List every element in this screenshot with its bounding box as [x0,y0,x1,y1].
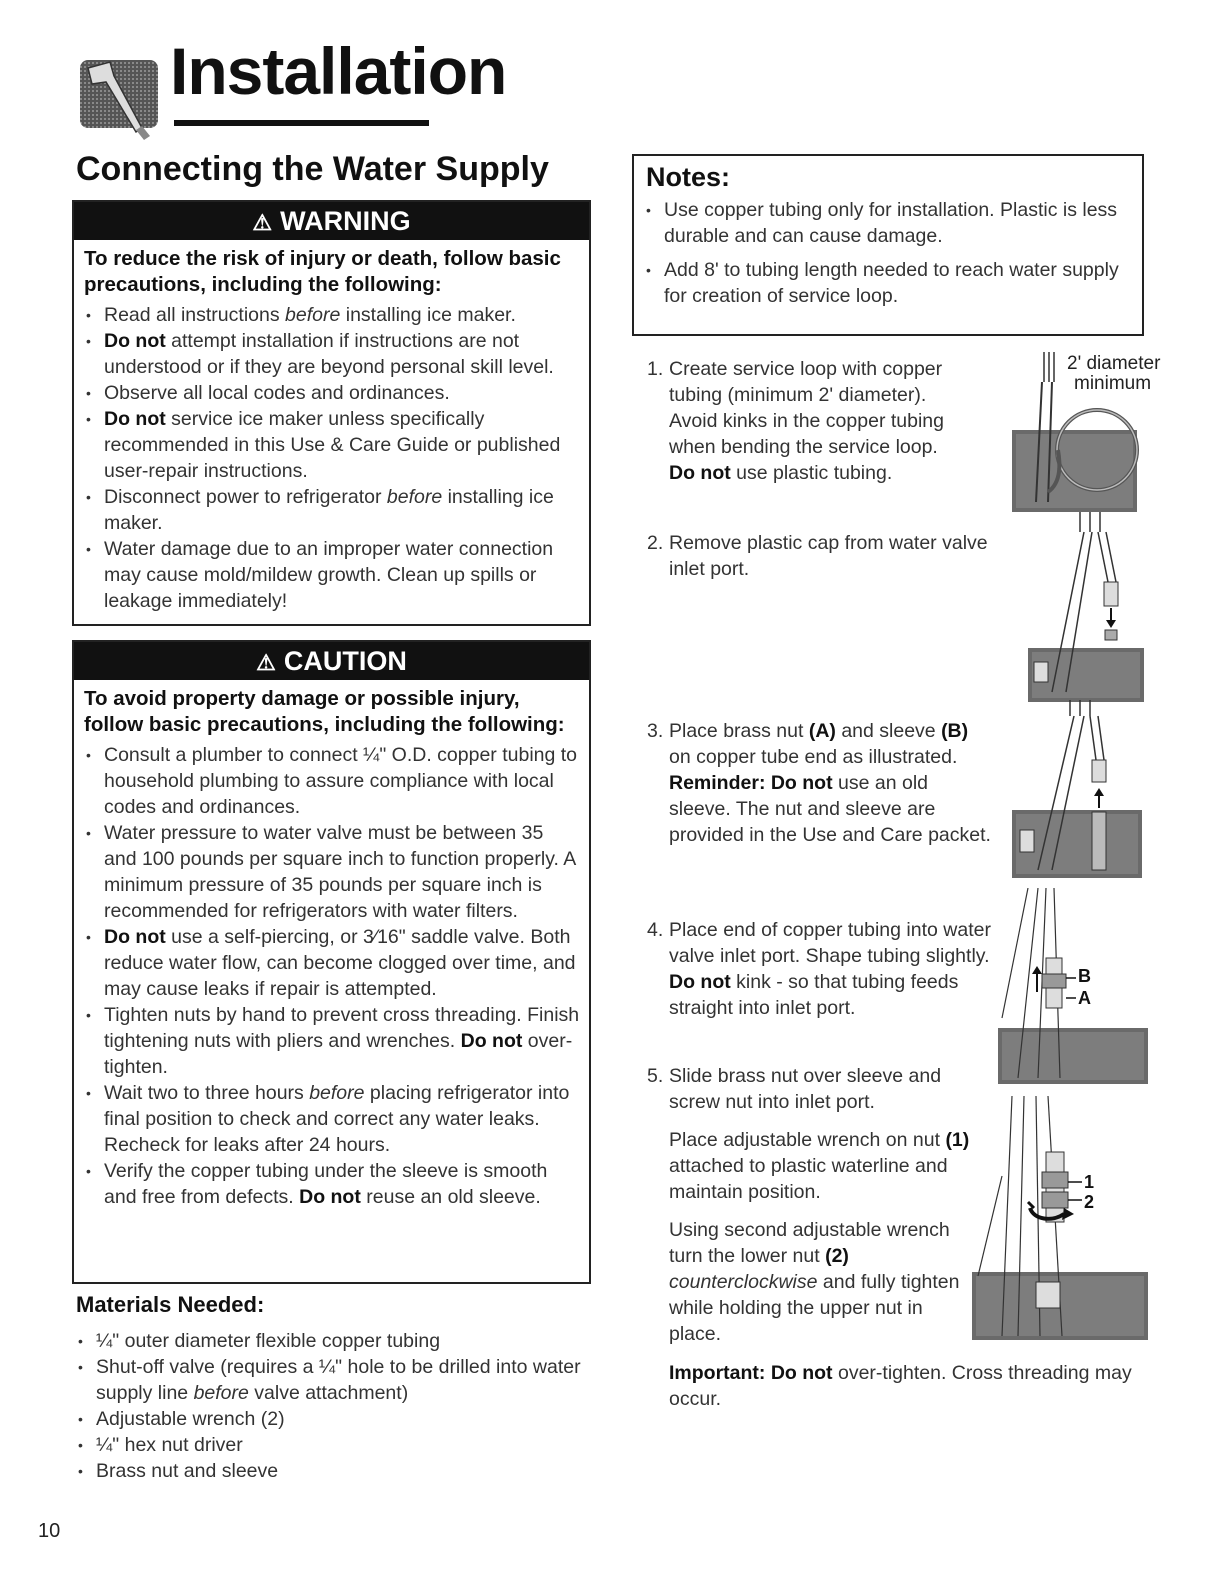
list-item-text: Verify the copper tubing under the sleeve is smooth and free from defects. [104,1160,548,1208]
materials-item-text: valve attachment) [248,1382,409,1404]
step-number: 1. [647,358,664,380]
reminder-label: Reminder: Do not [669,772,833,794]
list-item-text: Water damage due to an improper water connection may cause mold/mildew growth. Clean up spills or leakage immediately! [104,538,554,612]
notes-list [634,197,1142,309]
materials-list-container [66,1328,626,1484]
section-heading: Connecting the Water Supply [76,150,549,188]
step-5 [647,1063,977,1115]
list-item [84,820,581,924]
para-text: Using second adjustable wrench turn the lower nut [669,1219,950,1267]
list-item-text: Disconnect power to refrigerator [104,486,387,508]
label-a: (A) [808,720,836,742]
sleeve-letter-b: B [1078,966,1091,986]
important-label: Important: Do not [669,1362,833,1384]
caution-lead: To avoid property damage or possible injury, follow basic precautions, including the following: [84,687,565,736]
loop-diameter-label: 2' diameter [1067,353,1161,374]
para-text: Place adjustable wrench on nut [669,1129,946,1151]
list-item-text: over-tighten. [104,1030,573,1078]
list-item-italic: before [309,1082,365,1104]
step-text: Remove plastic cap from water valve inlet port. [669,532,988,580]
nut-2-label: (2) [825,1245,849,1267]
insert-tubing-illustration [998,888,1148,1084]
list-item-text: use a self-piercing, or 3⁄16" saddle valve. Both reduce water flow, can become clogged over time, and may cause leaks if repair is attempted. [104,926,576,1000]
list-item [84,742,581,820]
notes-item: • Use copper tubing only for installation. Plastic is less durable and can cause damage. [644,197,1134,249]
list-item-emphasis: Do not [460,1030,523,1052]
materials-item [76,1432,636,1458]
list-item [84,380,581,406]
step-text: use plastic tubing. [730,462,893,484]
materials-heading: Materials Needed: [76,1292,265,1317]
step-4 [647,917,992,1021]
step-1 [647,356,947,486]
warning-box [72,200,591,626]
list-item [84,302,581,328]
materials-item [76,1354,636,1406]
list-item-text: Water pressure to water valve must be between 35 and 100 pounds per square inch to function properly. A minimum pressure of 35 pounds per square inch is recommended for refrigerators with water filters. [104,822,576,922]
nut-sleeve-illustration [1012,700,1142,878]
list-item-emphasis: Do not [104,330,166,352]
warning-header [74,202,589,240]
list-item-text: installing ice maker. [104,486,554,534]
list-item-text: Read all instructions [104,304,286,326]
list-item-text: placing refrigerator into final position to check and correct any water leaks. Recheck for leaks after 24 hours. [104,1082,570,1156]
list-item-italic: before [386,486,443,508]
remove-cap-illustration [1022,512,1144,702]
step-number: 4. [647,919,664,941]
step-2 [647,530,1017,582]
list-item-text: service ice maker unless specifically recommended in this Use & Care Guide or published user-repair instructions. [104,408,561,482]
para-text: attached to plastic waterline and maintain position. [669,1155,948,1203]
step-emphasis: Do not [669,462,731,484]
list-item-text: Consult a plumber to connect ¼" O.D. copper tubing to household plumbing to assure compliance with local codes and ordinances. [104,744,578,818]
para-text: over-tighten. Cross threading may occur. [669,1362,1132,1410]
page-title: Installation [170,34,507,108]
page-number: 10 [38,1520,61,1542]
list-item [84,1080,581,1158]
list-item-emphasis: Do not [104,408,166,430]
step-3 [647,718,992,848]
step-text: Slide brass nut over sleeve and screw nut into inlet port. [669,1065,942,1113]
caution-box [72,640,591,1284]
list-item [84,328,581,380]
list-item [84,536,581,614]
step-number: 5. [647,1065,664,1087]
list-item-text: installing ice maker. [340,304,516,326]
caution-header [74,642,589,680]
nut-1-label: (1) [945,1129,970,1151]
wrench-icon [80,50,160,140]
caution-label: CAUTION [283,646,407,676]
materials-item [76,1458,636,1484]
materials-item-text: ¼" outer diameter flexible copper tubing [96,1330,441,1352]
service-loop-illustration [1012,352,1212,512]
materials-list [66,1328,644,1484]
step-text: Place end of copper tubing into water valve inlet port. Shape tubing slightly. [669,919,991,967]
nut-2-marker: 2 [1084,1192,1095,1212]
caution-triangle-icon: ⚠ [256,650,276,675]
step-text: use an old sleeve. The nut and sleeve are provided in the Use and Care packet. [669,772,991,846]
important-note [669,1360,1139,1412]
list-item-text: attempt installation if instructions are not understood or if they are beyond personal skill level. [104,330,554,378]
materials-item-text: ¼" hex nut driver [96,1434,243,1456]
para-text: and fully tighten while holding the upper nut in place. [669,1271,960,1345]
list-item-emphasis: Do not [299,1186,361,1208]
materials-item [76,1406,636,1432]
materials-item-text: Brass nut and sleeve [96,1460,279,1482]
step-text: Create service loop with copper tubing (minimum 2' diameter). Avoid kinks in the copper tubing when bending the service loop. [669,358,944,458]
warning-triangle-icon: ⚠ [252,210,273,235]
step-number: 2. [647,532,664,554]
step-text: on copper tube end as illustrated. [669,746,958,768]
para-emphasis: counterclockwise [669,1271,818,1293]
list-item-emphasis: Do not [104,926,166,948]
step-emphasis: Do not [669,971,731,993]
materials-item-text: Adjustable wrench (2) [96,1408,285,1430]
loop-minimum-label: minimum [1074,373,1152,394]
notes-item: • Add 8' to tubing length needed to reach water supply for creation of service loop. [644,257,1134,309]
list-item-text: Observe all local codes and ordinances. [104,382,450,404]
nut-1-marker: 1 [1084,1172,1095,1192]
label-b: (B) [941,720,969,742]
title-underline [174,120,429,126]
materials-item-italic: before [193,1382,249,1404]
warning-list [74,302,589,614]
step-5-paragraph-2 [669,1217,974,1347]
step-number: 3. [647,720,664,742]
step-text: Place brass nut [669,720,809,742]
list-item [84,406,581,484]
warning-lead: To reduce the risk of injury or death, follow basic precautions, including the following: [84,247,561,296]
materials-item [76,1328,636,1354]
list-item [84,1158,581,1210]
notes-box [632,154,1144,336]
list-item-italic: before [285,304,341,326]
materials-item-text: Shut-off valve (requires a ¼" hole to be drilled into water supply line [96,1356,581,1404]
caution-list [74,742,589,1210]
step-text: kink - so that tubing feeds straight into inlet port. [669,971,959,1019]
list-item [84,924,581,1002]
step-text: and sleeve [835,720,942,742]
list-item-text: reuse an old sleeve. [360,1186,541,1208]
step-5-paragraph-1 [669,1127,979,1205]
list-item-text: Tighten nuts by hand to prevent cross threading. Finish tightening nuts with pliers and wrenches. [104,1004,580,1052]
warning-label: WARNING [280,206,411,236]
tighten-nuts-illustration [972,1096,1148,1340]
nut-letter-a: A [1078,988,1091,1008]
list-item-text: Wait two to three hours [104,1082,310,1104]
list-item [84,484,581,536]
list-item [84,1002,581,1080]
notes-heading: Notes: [646,162,731,192]
